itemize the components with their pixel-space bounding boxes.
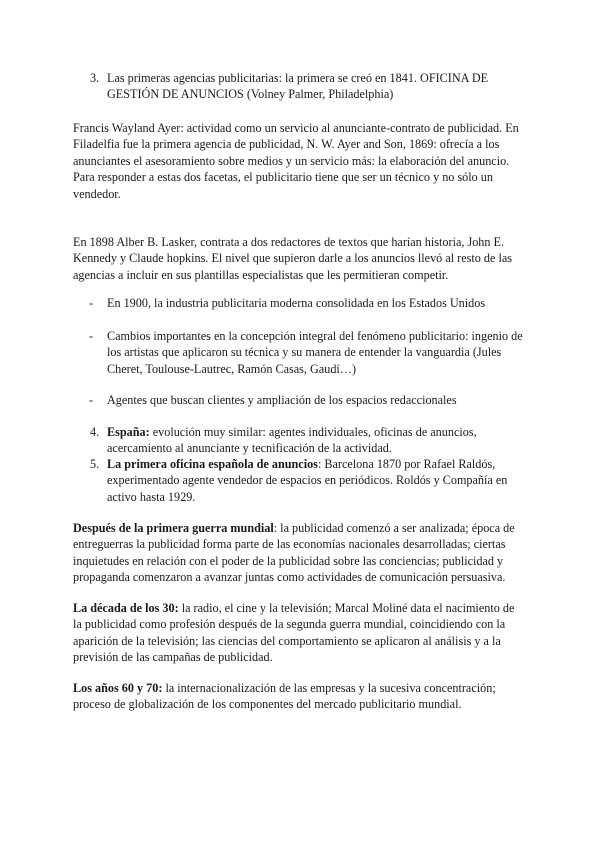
numbered-item-4 bbox=[73, 424, 525, 457]
list-number: 3. bbox=[90, 71, 100, 85]
dash-marker: - bbox=[89, 329, 94, 343]
item-body: evolución muy similar: agentes individuales, oficinas de anuncios, acercamiento al anunciante y tecnificación de la actividad. bbox=[107, 425, 477, 456]
list-number: 5. bbox=[90, 457, 100, 471]
dash-marker: - bbox=[89, 296, 94, 310]
list-item-text: Agentes que buscan clientes y ampliación de los espacios redaccionales bbox=[107, 393, 457, 407]
list-item-text: Cambios importantes en la concepción integral del fenómeno publicitario: ingenio de los artistas que aplicaron su técnica y su manera de entender la vanguardia (Jules Cheret, Toulouse-Lautrec, Ramón Casas, Gaudí…) bbox=[107, 329, 523, 376]
paragraph-decada-30 bbox=[73, 600, 525, 666]
item-body: : Barcelona 1870 por Rafael Raldós, experimentado agente vendedor de espacios en periódicos. Roldós y Compañía en activo hasta 1929. bbox=[107, 457, 508, 504]
numbered-item-5 bbox=[73, 456, 525, 505]
list-item-text bbox=[107, 424, 525, 457]
paragraph-lasker: En 1898 Alber B. Lasker, contrata a dos redactores de textos que harían historia, John E. Kennedy y Claude hopkins. El nivel que supieron darle a los anuncios llevó al resto de las agencias a incluir en sus plantillas especialistas que les permitieran competir. bbox=[73, 235, 512, 282]
bold-lead: La primera oficina española de anuncios bbox=[107, 457, 318, 471]
paragraph-ayer: Francis Wayland Ayer: actividad como un servicio al anunciante-contrato de publicidad. En Filadelfia fue la primera agencia de publicidad, N. W. Ayer and Son, 1869: ofrecía a los anunciantes el asesoramiento sobre medios y un servicio más: la elaboración del anuncio. Para responder a estas dos facetas, el publicitario tiene que ser un técnico y no sólo un vendedor. bbox=[73, 121, 519, 201]
bold-lead: La década de los 30: bbox=[73, 601, 179, 615]
paragraph-anos-60-70 bbox=[73, 680, 525, 713]
paragraph-body: : la publicidad comenzó a ser analizada; época de entreguerras la publicidad forma parte de las economías nacionales desarrolladas; ciertas inquietudes en relación con el poder de la publicidad sobre las conciencias; publicidad y propaganda comenzaron a avanzar juntas como actividades de comunicación persuasiva. bbox=[73, 521, 515, 585]
numbered-item-3 bbox=[73, 70, 525, 103]
dash-marker: - bbox=[89, 393, 94, 407]
list-item-text bbox=[107, 456, 525, 505]
list-item-text: En 1900, la industria publicitaria moderna consolidada en los Estados Unidos bbox=[107, 296, 486, 310]
paragraph-body: la radio, el cine y la televisión; Marcal Moliné data el nacimiento de la publicidad como profesión después de la segunda guerra mundial, coincidiendo con la aparición de la televisión; las ciencias del comportamiento se aplicaron al análisis y a la previsión de las campañas de publicidad. bbox=[73, 601, 515, 665]
dash-list-item bbox=[73, 392, 525, 408]
bold-lead: España: bbox=[107, 425, 150, 439]
bold-lead: Después de la primera guerra mundial bbox=[73, 521, 274, 535]
list-item-text: Las primeras agencias publicitarias: la primera se creó en 1841. OFICINA DE GESTIÓN DE ANUNCIOS (Volney Palmer, Philadelphia) bbox=[107, 71, 489, 102]
list-number: 4. bbox=[90, 425, 100, 439]
dash-list-item bbox=[73, 328, 525, 377]
dash-list-item bbox=[73, 295, 525, 311]
bold-lead: Los años 60 y 70: bbox=[73, 681, 163, 695]
paragraph-body: la internacionalización de las empresas y la sucesiva concentración; proceso de globalización de los componentes del mercado publicitario mundial. bbox=[73, 681, 496, 712]
paragraph-posguerra bbox=[73, 520, 525, 586]
